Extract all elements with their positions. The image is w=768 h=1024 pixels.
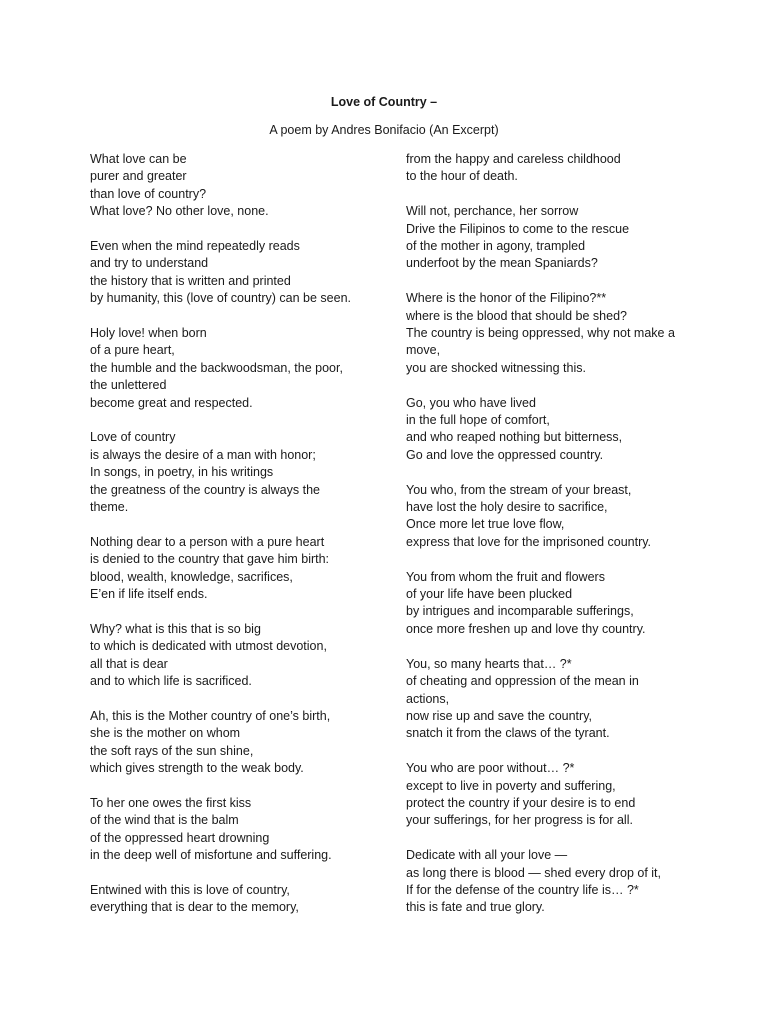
poem-line: once more freshen up and love thy country. [406,621,646,636]
poem-line: of the wind that is the balm [90,813,239,828]
poem-line: have lost the holy desire to sacrifice, [406,500,608,515]
poem-line: except to live in poverty and suffering, [406,778,616,793]
poem-line: the unlettered [90,378,167,393]
stanza [90,325,370,412]
poem-line: What love? No other love, none. [90,204,269,219]
poem-line: Dedicate with all your love — [406,848,568,863]
stanza [90,795,370,865]
poem-line: of cheating and oppression of the mean in [406,674,639,689]
poem-line: Once more let true love flow, [406,517,565,532]
poem-line: Even when the mind repeatedly reads [90,239,300,254]
stanza [90,238,370,308]
stanza [406,760,691,830]
poem-line: to the hour of death. [406,169,518,184]
poem-line: actions, [406,691,450,706]
stanza [90,708,370,778]
poem-line: and try to understand [90,256,209,271]
poem-line: You who, from the stream of your breast, [406,482,632,497]
left-column [90,151,370,934]
poem-line: If for the defense of the country life is… ?* [406,882,639,897]
poem-line: express that love for the imprisoned country. [406,534,652,549]
poem-line: she is the mother on whom [90,726,241,741]
right-column [406,151,691,934]
poem-line: by humanity, this (love of country) can be seen. [90,291,352,306]
poem-line: to which is dedicated with utmost devotion, [90,639,327,654]
poem-line: is always the desire of a man with honor; [90,447,316,462]
poem-line: In songs, in poetry, in his writings [90,465,274,480]
poem-line: To her one owes the first kiss [90,795,252,810]
poem-line: E’en if life itself ends. [90,587,208,602]
poem-line: Why? what is this that is so big [90,621,261,636]
poem-line: Go and love the oppressed country. [406,447,604,462]
poem-line: protect the country if your desire is to end [406,795,636,810]
poem-line: purer and greater [90,169,187,184]
stanza [90,429,370,516]
poem-line: the history that is written and printed [90,273,291,288]
stanza [406,395,691,465]
poem-line: The country is being oppressed, why not make a [406,326,675,341]
poem-line: You from whom the fruit and flowers [406,569,605,584]
poem-line: this is fate and true glory. [406,900,545,915]
poem-line: of the oppressed heart drowning [90,830,270,845]
poem-line: all that is dear [90,656,168,671]
stanza [90,621,370,691]
poem-line: Holy love! when born [90,326,207,341]
stanza [406,203,691,273]
poem-line: the greatness of the country is always the [90,482,320,497]
stanza [90,151,370,221]
stanza [90,882,370,917]
poem-line: and who reaped nothing but bitterness, [406,430,623,445]
poem-line: become great and respected. [90,395,253,410]
poem-line: Where is the honor of the Filipino?** [406,291,607,306]
stanza [406,847,691,917]
poem-line: as long there is blood — shed every drop of it, [406,865,662,880]
poem-line: of the mother in agony, trampled [406,239,586,254]
poem-line: underfoot by the mean Spaniards? [406,256,598,271]
poem-line: of your life have been plucked [406,587,573,602]
poem-title: Love of Country – [330,95,438,109]
poem-line: of a pure heart, [90,343,175,358]
poem-line: You, so many hearts that… ?* [406,656,572,671]
poem-line: is denied to the country that gave him birth: [90,552,330,567]
stanza [90,534,370,604]
poem-line: from the happy and careless childhood [406,152,621,166]
poem-line: your sufferings, for her progress is for all. [406,813,633,828]
poem-line: Nothing dear to a person with a pure heart [90,534,325,549]
poem-line: in the full hope of comfort, [406,413,550,428]
poem-line: blood, wealth, knowledge, sacrifices, [90,569,293,584]
poem-line: everything that is dear to the memory, [90,900,299,915]
poem-line: now rise up and save the country, [406,708,592,723]
poem-line: and to which life is sacrificed. [90,674,252,689]
poem-line: Ah, this is the Mother country of one’s birth, [90,708,331,723]
poem-line: the soft rays of the sun shine, [90,743,254,758]
poem-subtitle: A poem by Andres Bonifacio (An Excerpt) [269,123,499,137]
poem-line: theme. [90,500,129,515]
poem-line: Go, you who have lived [406,395,536,410]
stanza [406,656,691,743]
poem-line: than love of country? [90,186,207,201]
poem-line: Entwined with this is love of country, [90,882,290,897]
stanza [406,290,691,377]
stanza [406,482,691,552]
poem-line: snatch it from the claws of the tyrant. [406,726,610,741]
poem-line: Drive the Filipinos to come to the rescue [406,221,630,236]
poem-line: Love of country [90,430,176,445]
poem-line: in the deep well of misfortune and suffering. [90,848,332,863]
poem-line: Will not, perchance, her sorrow [406,204,579,219]
poem-line: where is the blood that should be shed? [406,308,627,323]
poem-line: What love can be [90,152,187,166]
poem-line: move, [406,343,441,358]
poem-line: You who are poor without… ?* [406,761,575,776]
poem-line: which gives strength to the weak body. [90,761,304,776]
poem-line: you are shocked witnessing this. [406,360,586,375]
poem-line: the humble and the backwoodsman, the poor, [90,360,343,375]
stanza [406,569,691,639]
stanza [406,151,691,186]
poem-line: by intrigues and incomparable sufferings, [406,604,634,619]
